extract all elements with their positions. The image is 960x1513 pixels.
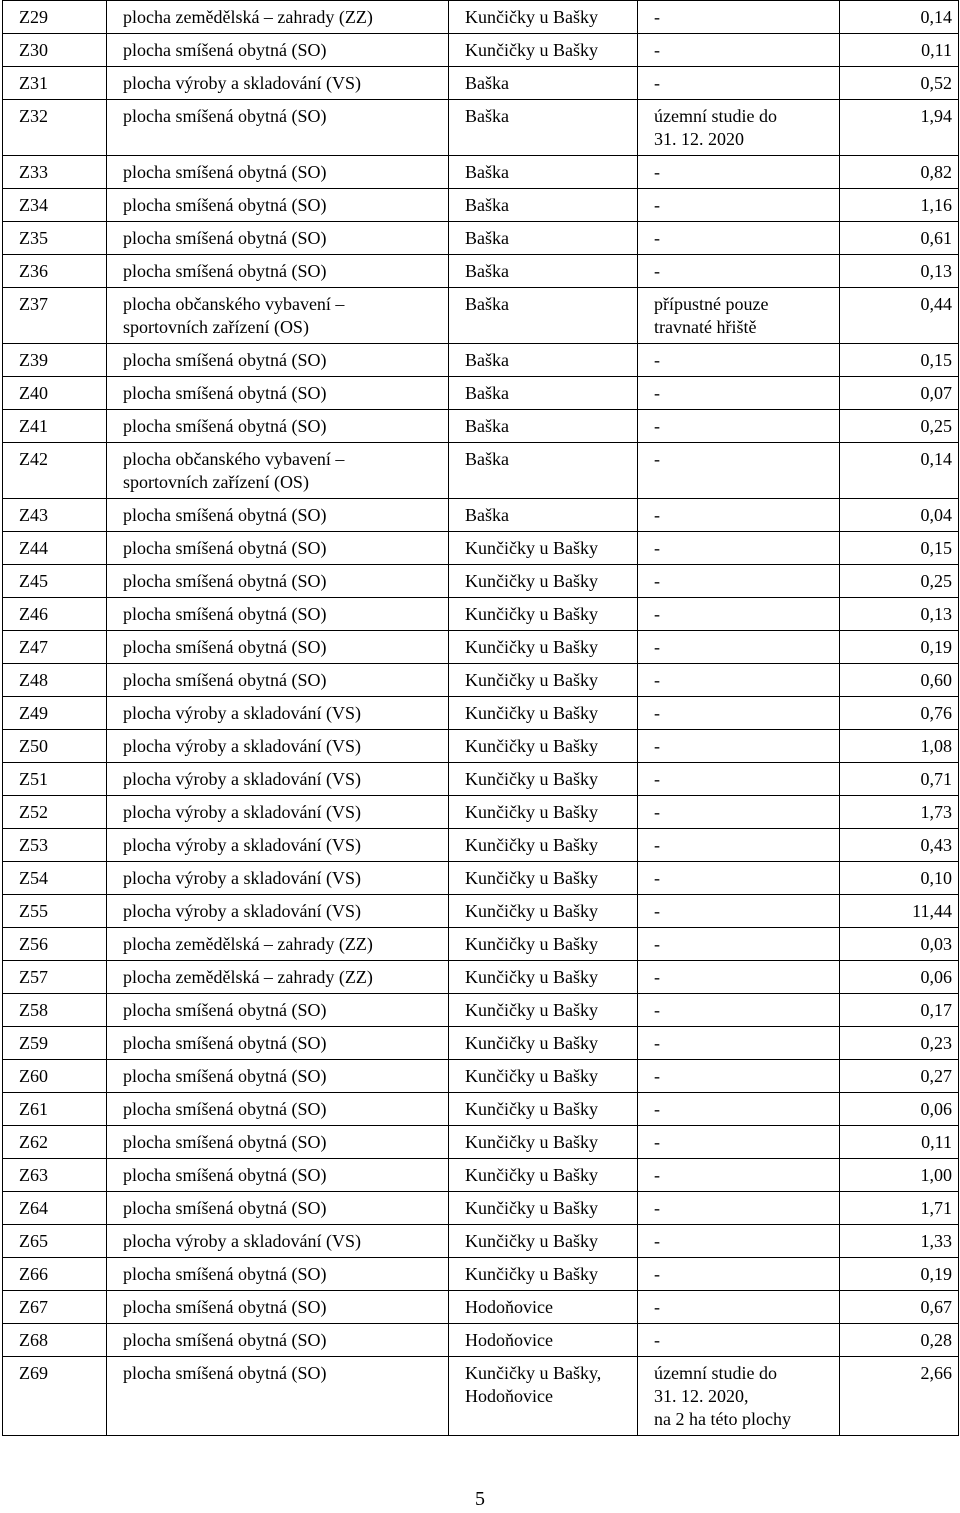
area-cell: 11,44 — [840, 895, 959, 928]
area-cell: 1,73 — [840, 796, 959, 829]
zone-id-cell: Z68 — [3, 1324, 107, 1357]
location-cell: Baška — [449, 499, 638, 532]
location-cell: Hodoňovice — [449, 1324, 638, 1357]
land-use-cell: plocha smíšená obytná (SO) — [107, 1159, 449, 1192]
condition-cell: územní studie do 31. 12. 2020, na 2 ha této plochy — [638, 1357, 840, 1436]
table-row — [3, 796, 959, 829]
table-row — [3, 1126, 959, 1159]
zone-id-cell: Z58 — [3, 994, 107, 1027]
land-use-cell: plocha občanského vybavení – sportovních zařízení (OS) — [107, 288, 449, 344]
land-use-cell: plocha výroby a skladování (VS) — [107, 763, 449, 796]
table-row — [3, 829, 959, 862]
condition-cell: - — [638, 499, 840, 532]
zone-id-cell: Z43 — [3, 499, 107, 532]
table-row — [3, 532, 959, 565]
zone-id-cell: Z45 — [3, 565, 107, 598]
area-cell: 0,11 — [840, 1126, 959, 1159]
zone-id-cell: Z46 — [3, 598, 107, 631]
condition-cell: - — [638, 1324, 840, 1357]
area-cell: 1,16 — [840, 189, 959, 222]
area-cell: 0,76 — [840, 697, 959, 730]
location-cell: Kunčičky u Bašky — [449, 1093, 638, 1126]
land-use-cell: plocha výroby a skladování (VS) — [107, 730, 449, 763]
zone-id-cell: Z60 — [3, 1060, 107, 1093]
table-row — [3, 100, 959, 156]
zone-id-cell: Z31 — [3, 67, 107, 100]
table-row — [3, 1258, 959, 1291]
zone-id-cell: Z64 — [3, 1192, 107, 1225]
table-row — [3, 34, 959, 67]
zone-id-cell: Z42 — [3, 443, 107, 499]
area-cell: 0,13 — [840, 598, 959, 631]
table-row — [3, 928, 959, 961]
zone-id-cell: Z32 — [3, 100, 107, 156]
land-use-cell: plocha smíšená obytná (SO) — [107, 1324, 449, 1357]
condition-cell: - — [638, 67, 840, 100]
table-row — [3, 67, 959, 100]
condition-cell: - — [638, 895, 840, 928]
condition-cell: - — [638, 1060, 840, 1093]
condition-cell: - — [638, 565, 840, 598]
land-use-cell: plocha smíšená obytná (SO) — [107, 189, 449, 222]
location-cell: Kunčičky u Bašky — [449, 631, 638, 664]
location-cell: Kunčičky u Bašky — [449, 796, 638, 829]
condition-cell: - — [638, 829, 840, 862]
area-cell: 1,71 — [840, 1192, 959, 1225]
location-cell: Baška — [449, 222, 638, 255]
location-cell: Kunčičky u Bašky — [449, 697, 638, 730]
condition-cell: - — [638, 1225, 840, 1258]
land-use-cell: plocha smíšená obytná (SO) — [107, 255, 449, 288]
zone-id-cell: Z48 — [3, 664, 107, 697]
zones-table-body — [3, 1, 959, 1436]
table-row — [3, 1357, 959, 1436]
land-use-cell: plocha smíšená obytná (SO) — [107, 1192, 449, 1225]
area-cell: 0,15 — [840, 532, 959, 565]
area-cell: 1,08 — [840, 730, 959, 763]
table-row — [3, 1093, 959, 1126]
land-use-cell: plocha zemědělská – zahrady (ZZ) — [107, 961, 449, 994]
land-use-cell: plocha smíšená obytná (SO) — [107, 1060, 449, 1093]
condition-cell: - — [638, 994, 840, 1027]
area-cell: 0,82 — [840, 156, 959, 189]
land-use-cell: plocha smíšená obytná (SO) — [107, 222, 449, 255]
location-cell: Kunčičky u Bašky — [449, 1159, 638, 1192]
area-cell: 0,25 — [840, 410, 959, 443]
location-cell: Baška — [449, 100, 638, 156]
table-row — [3, 664, 959, 697]
area-cell: 0,17 — [840, 994, 959, 1027]
zone-id-cell: Z55 — [3, 895, 107, 928]
zone-id-cell: Z47 — [3, 631, 107, 664]
area-cell: 1,94 — [840, 100, 959, 156]
land-use-cell: plocha výroby a skladování (VS) — [107, 67, 449, 100]
area-cell: 0,28 — [840, 1324, 959, 1357]
location-cell: Baška — [449, 288, 638, 344]
location-cell: Kunčičky u Bašky — [449, 961, 638, 994]
zone-id-cell: Z53 — [3, 829, 107, 862]
table-row — [3, 443, 959, 499]
area-cell: 0,60 — [840, 664, 959, 697]
land-use-cell: plocha výroby a skladování (VS) — [107, 829, 449, 862]
location-cell: Kunčičky u Bašky — [449, 928, 638, 961]
location-cell: Baška — [449, 67, 638, 100]
table-row — [3, 189, 959, 222]
table-row — [3, 1225, 959, 1258]
location-cell: Kunčičky u Bašky — [449, 895, 638, 928]
condition-cell: - — [638, 862, 840, 895]
location-cell: Kunčičky u Bašky — [449, 994, 638, 1027]
table-row — [3, 1060, 959, 1093]
area-cell: 0,67 — [840, 1291, 959, 1324]
land-use-cell: plocha výroby a skladování (VS) — [107, 895, 449, 928]
location-cell: Hodoňovice — [449, 1291, 638, 1324]
land-use-cell: plocha zemědělská – zahrady (ZZ) — [107, 1, 449, 34]
location-cell: Kunčičky u Bašky, Hodoňovice — [449, 1357, 638, 1436]
table-row — [3, 730, 959, 763]
location-cell: Kunčičky u Bašky — [449, 1126, 638, 1159]
condition-cell: - — [638, 598, 840, 631]
zone-id-cell: Z62 — [3, 1126, 107, 1159]
area-cell: 0,27 — [840, 1060, 959, 1093]
zone-id-cell: Z51 — [3, 763, 107, 796]
location-cell: Baška — [449, 344, 638, 377]
condition-cell: přípustné pouze travnaté hřiště — [638, 288, 840, 344]
zone-id-cell: Z41 — [3, 410, 107, 443]
location-cell: Baška — [449, 189, 638, 222]
area-cell: 0,13 — [840, 255, 959, 288]
area-cell: 0,14 — [840, 1, 959, 34]
table-row — [3, 598, 959, 631]
condition-cell: - — [638, 1258, 840, 1291]
land-use-cell: plocha smíšená obytná (SO) — [107, 410, 449, 443]
table-row — [3, 565, 959, 598]
condition-cell: - — [638, 1126, 840, 1159]
area-cell: 0,11 — [840, 34, 959, 67]
land-use-cell: plocha smíšená obytná (SO) — [107, 34, 449, 67]
table-row — [3, 1291, 959, 1324]
zone-id-cell: Z29 — [3, 1, 107, 34]
table-row — [3, 156, 959, 189]
land-use-cell: plocha výroby a skladování (VS) — [107, 796, 449, 829]
condition-cell: - — [638, 532, 840, 565]
land-use-cell: plocha smíšená obytná (SO) — [107, 598, 449, 631]
location-cell: Kunčičky u Bašky — [449, 1258, 638, 1291]
location-cell: Baška — [449, 410, 638, 443]
area-cell: 0,44 — [840, 288, 959, 344]
condition-cell: - — [638, 1192, 840, 1225]
land-use-cell: plocha smíšená obytná (SO) — [107, 532, 449, 565]
table-row — [3, 377, 959, 410]
condition-cell: - — [638, 34, 840, 67]
table-row — [3, 1159, 959, 1192]
land-use-cell: plocha zemědělská – zahrady (ZZ) — [107, 928, 449, 961]
land-use-cell: plocha smíšená obytná (SO) — [107, 565, 449, 598]
table-row — [3, 499, 959, 532]
condition-cell: - — [638, 1, 840, 34]
land-use-cell: plocha smíšená obytná (SO) — [107, 156, 449, 189]
table-row — [3, 631, 959, 664]
area-cell: 0,23 — [840, 1027, 959, 1060]
location-cell: Kunčičky u Bašky — [449, 34, 638, 67]
location-cell: Kunčičky u Bašky — [449, 862, 638, 895]
area-cell: 1,00 — [840, 1159, 959, 1192]
land-use-cell: plocha smíšená obytná (SO) — [107, 1258, 449, 1291]
location-cell: Kunčičky u Bašky — [449, 1027, 638, 1060]
table-row — [3, 255, 959, 288]
land-use-cell: plocha smíšená obytná (SO) — [107, 1093, 449, 1126]
location-cell: Kunčičky u Bašky — [449, 763, 638, 796]
area-cell: 0,19 — [840, 631, 959, 664]
zones-table — [2, 0, 959, 1436]
table-row — [3, 1027, 959, 1060]
location-cell: Kunčičky u Bašky — [449, 829, 638, 862]
zone-id-cell: Z69 — [3, 1357, 107, 1436]
location-cell: Baška — [449, 255, 638, 288]
area-cell: 0,43 — [840, 829, 959, 862]
condition-cell: - — [638, 255, 840, 288]
area-cell: 0,25 — [840, 565, 959, 598]
land-use-cell: plocha smíšená obytná (SO) — [107, 499, 449, 532]
condition-cell: - — [638, 664, 840, 697]
location-cell: Kunčičky u Bašky — [449, 1060, 638, 1093]
zone-id-cell: Z49 — [3, 697, 107, 730]
condition-cell: - — [638, 377, 840, 410]
condition-cell: - — [638, 697, 840, 730]
location-cell: Kunčičky u Bašky — [449, 565, 638, 598]
area-cell: 0,10 — [840, 862, 959, 895]
table-row — [3, 994, 959, 1027]
location-cell: Baška — [449, 156, 638, 189]
zone-id-cell: Z39 — [3, 344, 107, 377]
condition-cell: - — [638, 796, 840, 829]
table-row — [3, 1324, 959, 1357]
area-cell: 0,71 — [840, 763, 959, 796]
area-cell: 0,06 — [840, 1093, 959, 1126]
condition-cell: - — [638, 344, 840, 377]
area-cell: 0,19 — [840, 1258, 959, 1291]
zone-id-cell: Z54 — [3, 862, 107, 895]
area-cell: 1,33 — [840, 1225, 959, 1258]
table-row — [3, 410, 959, 443]
zone-id-cell: Z52 — [3, 796, 107, 829]
location-cell: Kunčičky u Bašky — [449, 664, 638, 697]
location-cell: Kunčičky u Bašky — [449, 532, 638, 565]
land-use-cell: plocha smíšená obytná (SO) — [107, 1291, 449, 1324]
table-row — [3, 961, 959, 994]
area-cell: 0,07 — [840, 377, 959, 410]
condition-cell: - — [638, 410, 840, 443]
area-cell: 0,06 — [840, 961, 959, 994]
table-row — [3, 763, 959, 796]
area-cell: 0,14 — [840, 443, 959, 499]
table-row — [3, 895, 959, 928]
condition-cell: - — [638, 189, 840, 222]
area-cell: 0,03 — [840, 928, 959, 961]
condition-cell: - — [638, 443, 840, 499]
land-use-cell: plocha smíšená obytná (SO) — [107, 100, 449, 156]
table-row — [3, 1, 959, 34]
location-cell: Baška — [449, 443, 638, 499]
zone-id-cell: Z59 — [3, 1027, 107, 1060]
condition-cell: - — [638, 631, 840, 664]
condition-cell: - — [638, 1027, 840, 1060]
land-use-cell: plocha výroby a skladování (VS) — [107, 1225, 449, 1258]
zone-id-cell: Z50 — [3, 730, 107, 763]
land-use-cell: plocha smíšená obytná (SO) — [107, 377, 449, 410]
land-use-cell: plocha smíšená obytná (SO) — [107, 1357, 449, 1436]
table-row — [3, 862, 959, 895]
zone-id-cell: Z30 — [3, 34, 107, 67]
condition-cell: - — [638, 763, 840, 796]
area-cell: 2,66 — [840, 1357, 959, 1436]
table-row — [3, 1192, 959, 1225]
zone-id-cell: Z66 — [3, 1258, 107, 1291]
land-use-cell: plocha smíšená obytná (SO) — [107, 631, 449, 664]
land-use-cell: plocha smíšená obytná (SO) — [107, 994, 449, 1027]
area-cell: 0,61 — [840, 222, 959, 255]
zone-id-cell: Z61 — [3, 1093, 107, 1126]
zone-id-cell: Z36 — [3, 255, 107, 288]
table-row — [3, 697, 959, 730]
zone-id-cell: Z57 — [3, 961, 107, 994]
condition-cell: - — [638, 1291, 840, 1324]
land-use-cell: plocha smíšená obytná (SO) — [107, 344, 449, 377]
land-use-cell: plocha smíšená obytná (SO) — [107, 1027, 449, 1060]
zone-id-cell: Z44 — [3, 532, 107, 565]
location-cell: Kunčičky u Bašky — [449, 1192, 638, 1225]
location-cell: Kunčičky u Bašky — [449, 730, 638, 763]
zone-id-cell: Z33 — [3, 156, 107, 189]
condition-cell: územní studie do 31. 12. 2020 — [638, 100, 840, 156]
table-row — [3, 288, 959, 344]
table-row — [3, 344, 959, 377]
land-use-cell: plocha smíšená obytná (SO) — [107, 664, 449, 697]
location-cell: Kunčičky u Bašky — [449, 1225, 638, 1258]
condition-cell: - — [638, 1159, 840, 1192]
land-use-cell: plocha smíšená obytná (SO) — [107, 1126, 449, 1159]
area-cell: 0,15 — [840, 344, 959, 377]
condition-cell: - — [638, 730, 840, 763]
zone-id-cell: Z40 — [3, 377, 107, 410]
location-cell: Baška — [449, 377, 638, 410]
location-cell: Kunčičky u Bašky — [449, 598, 638, 631]
land-use-cell: plocha výroby a skladování (VS) — [107, 697, 449, 730]
zone-id-cell: Z56 — [3, 928, 107, 961]
land-use-cell: plocha občanského vybavení – sportovních zařízení (OS) — [107, 443, 449, 499]
condition-cell: - — [638, 928, 840, 961]
zone-id-cell: Z35 — [3, 222, 107, 255]
table-row — [3, 222, 959, 255]
condition-cell: - — [638, 156, 840, 189]
zone-id-cell: Z65 — [3, 1225, 107, 1258]
zone-id-cell: Z34 — [3, 189, 107, 222]
zone-id-cell: Z37 — [3, 288, 107, 344]
area-cell: 0,04 — [840, 499, 959, 532]
location-cell: Kunčičky u Bašky — [449, 1, 638, 34]
zone-id-cell: Z67 — [3, 1291, 107, 1324]
condition-cell: - — [638, 222, 840, 255]
land-use-cell: plocha výroby a skladování (VS) — [107, 862, 449, 895]
zone-id-cell: Z63 — [3, 1159, 107, 1192]
page-number: 5 — [475, 1488, 485, 1510]
area-cell: 0,52 — [840, 67, 959, 100]
condition-cell: - — [638, 1093, 840, 1126]
condition-cell: - — [638, 961, 840, 994]
